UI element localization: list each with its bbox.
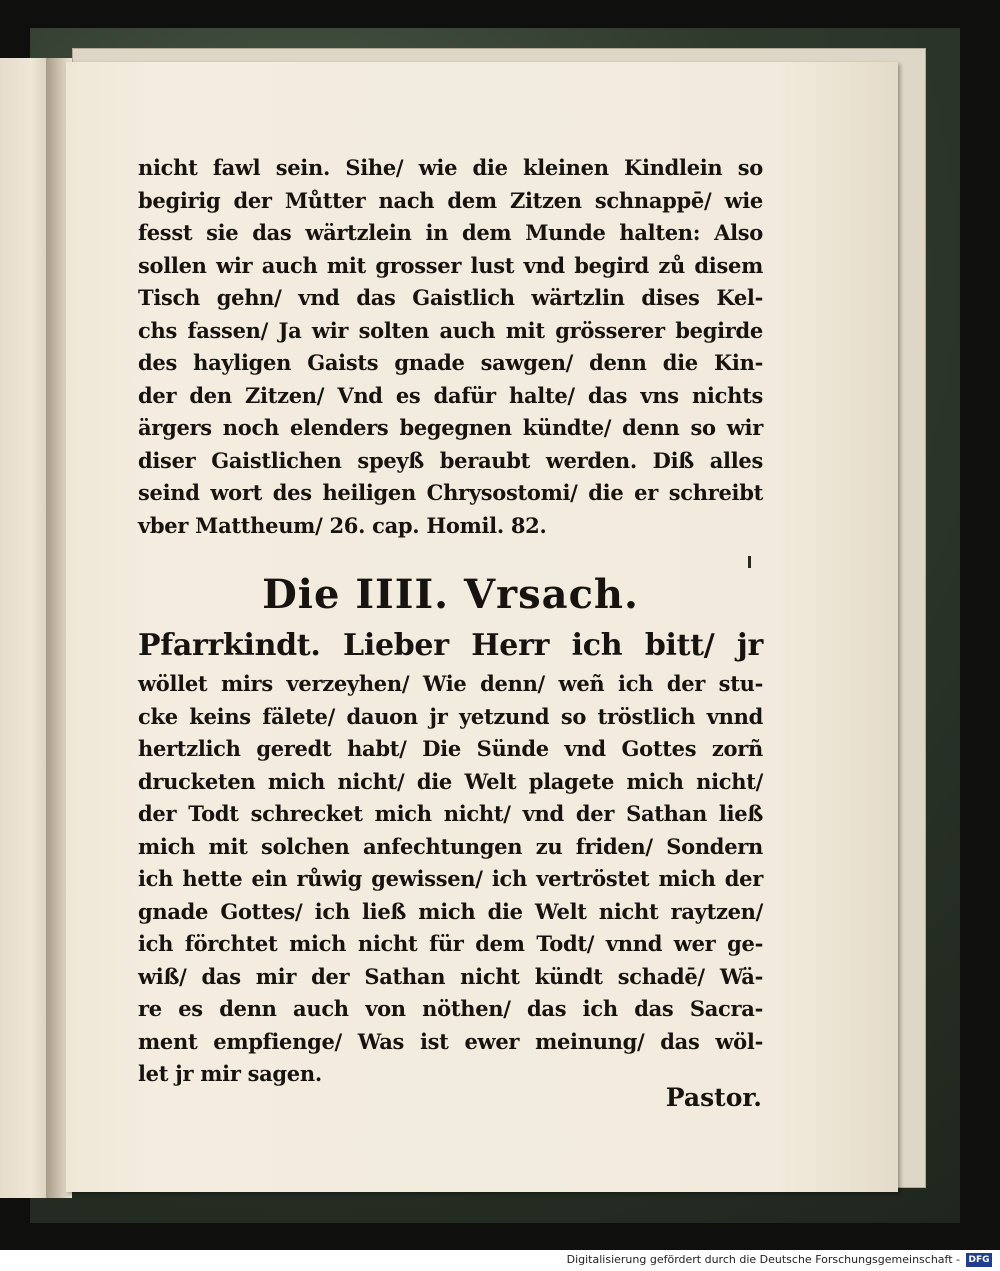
catchword: Pastor. <box>665 1083 762 1112</box>
text-line: sollen wir auch mit grosser lust vnd begird zů disem <box>138 252 763 278</box>
footer-bar <box>0 1250 1000 1271</box>
page-text <box>138 152 763 1091</box>
ink-mark <box>748 556 751 568</box>
text-line: gnade Gottes/ ich ließ mich die Welt nicht raytzen/ <box>138 898 763 924</box>
text-line: ment empfienge/ Was ist ewer meinung/ das wöl- <box>138 1028 763 1054</box>
text-line: ärgers noch elenders begegnen kündte/ denn so wir <box>138 415 763 440</box>
footer-credit: Digitalisierung gefördert durch die Deutsche Forschungsgemeinschaft - <box>566 1253 960 1266</box>
text-line: der den Zitzen/ Vnd es dafür halte/ das vns nichts <box>138 382 763 408</box>
text-line: ich hette ein růwig gewissen/ ich vertröstet mich der <box>138 866 763 891</box>
text-line: begirig der Můtter nach dem Zitzen schnappē/ wie <box>138 187 763 213</box>
text-line: vber Mattheum/ 26. cap. Homil. 82. <box>138 512 547 538</box>
text-line: wiß/ das mir der Sathan nicht kündt schadē/ Wä- <box>138 963 763 989</box>
text-line: drucketen mich nicht/ die Welt plagete mich nicht/ <box>138 768 763 794</box>
text-line: des hayligen Gaists gnade sawgen/ denn die Kin- <box>138 350 763 375</box>
text-line: Tisch gehn/ vnd das Gaistlich wärtzlin dises Kel- <box>138 285 763 310</box>
text-line: fesst sie das wärtzlein in dem Munde halten: Also <box>138 220 763 245</box>
text-line: let jr mir sagen. <box>138 1061 322 1086</box>
text-line: der Todt schrecket mich nicht/ vnd der Sathan ließ <box>138 801 763 826</box>
text-line: chs fassen/ Ja wir solten auch mit grösserer begirde <box>138 317 763 343</box>
text-line: mich mit solchen anfechtungen zu friden/ Sondern <box>138 833 763 859</box>
text-line: hertzlich geredt habt/ Die Sünde vnd Gottes zorñ <box>138 736 763 761</box>
text-line: wöllet mirs verzeyhen/ Wie denn/ weñ ich der stu- <box>138 671 763 696</box>
text-line: re es denn auch von nöthen/ das ich das Sacra- <box>138 996 763 1021</box>
text-line: diser Gaistlichen speyß beraubt werden. Diß alles <box>138 447 763 473</box>
dfg-logo-icon: DFG <box>966 1253 992 1267</box>
text-line: cke keins fälete/ dauon jr yetzund so tröstlich vnnd <box>138 703 763 729</box>
text-line: nicht fawl sein. Sihe/ wie die kleinen Kindlein so <box>138 155 763 180</box>
text-line: ich förchtet mich nicht für dem Todt/ vnnd wer ge- <box>138 931 763 956</box>
text-line-initial: Pfarrkindt. Lieber Herr ich bitt/ jr <box>138 628 763 663</box>
section-heading: Die IIII. Vrsach. <box>262 571 639 618</box>
text-line: seind wort des heiligen Chrysostomi/ die er schreibt <box>138 480 763 505</box>
